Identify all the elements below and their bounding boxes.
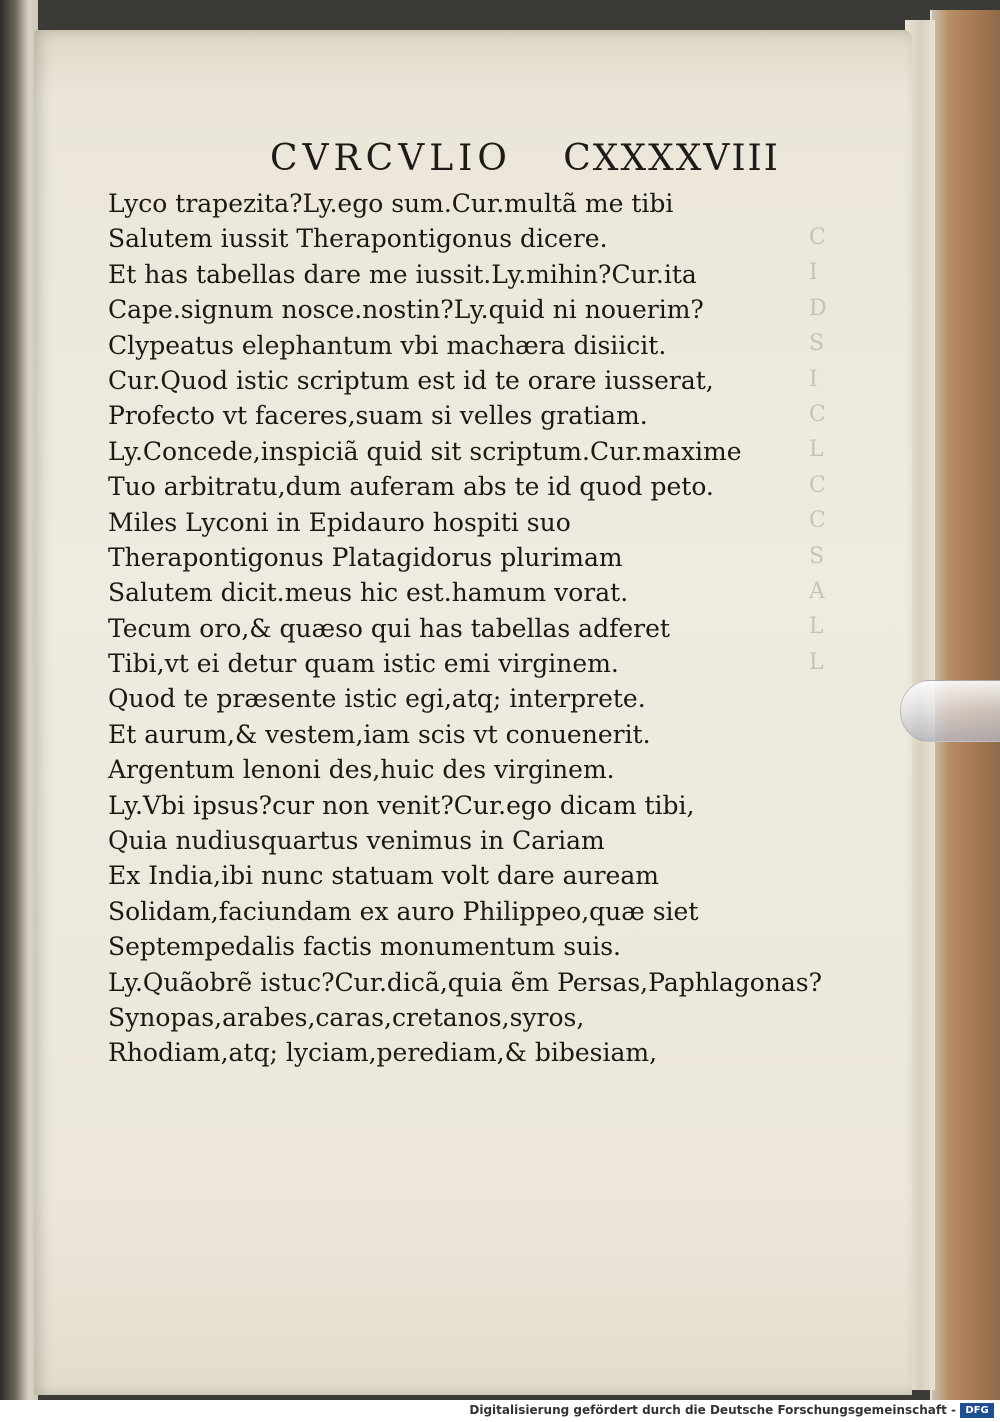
verse-line: Tecum oro,& quæso qui has tabellas adferet <box>108 613 670 643</box>
show-through-text: C I D S I C L C C S A L L <box>809 225 827 675</box>
verse-line: Therapontigonus Platagidorus plurimam <box>108 542 623 572</box>
verse-line: Et aurum,& vestem,iam scis vt conuenerit. <box>108 719 651 749</box>
dfg-logo: DFG <box>960 1403 994 1418</box>
funding-credit: Digitalisierung gefördert durch die Deutsche Forschungsgemeinschaft - <box>469 1403 956 1417</box>
verse-line: Quia nudiusquartus venimus in Cariam <box>108 826 605 856</box>
verse-line: Tibi,vt ei detur quam istic emi virginem. <box>108 649 619 679</box>
digitization-footer <box>0 1400 1000 1422</box>
facing-page-edge <box>0 0 38 1400</box>
verse-line: Tuo arbitratu,dum auferam abs te id quod peto. <box>108 472 714 502</box>
verse-line: Cape.signum nosce.nostin?Ly.quid ni nouerim? <box>108 295 704 325</box>
verse-line: Et has tabellas dare me iussit.Ly.mihin?Cur.ita <box>108 259 697 289</box>
verse-line: Septempedalis factis monumentum suis. <box>108 932 621 962</box>
folio-number: CXXXXVIII <box>563 138 780 179</box>
verse-line: Lyco trapezita?Ly.ego sum.Cur.multã me tibi <box>108 189 674 218</box>
verse-line: Synopas,arabes,caras,cretanos,syros, <box>108 1002 585 1032</box>
glass-page-holder <box>900 680 1000 742</box>
verse-line: Salutem iussit Therapontigonus dicere. <box>108 224 608 254</box>
running-title: CVRCVLIO <box>270 138 512 179</box>
verse-line: Ex India,ibi nunc statuam volt dare auream <box>108 861 659 891</box>
page-header <box>270 138 780 184</box>
verse-line: Solidam,faciundam ex auro Philippeo,quæ siet <box>108 896 699 926</box>
verse-line: Quod te præsente istic egi,atq; interprete. <box>108 684 646 714</box>
verse-line: Ly.Concede,inspiciã quid sit scriptum.Cur.maxime <box>108 436 742 466</box>
verse-line: Cur.Quod istic scriptum est id te orare iusserat, <box>108 365 714 395</box>
verse-line: Rhodiam,atq; lyciam,perediam,& bibesiam, <box>108 1038 658 1068</box>
verse-line: Salutem dicit.meus hic est.hamum vorat. <box>108 578 629 608</box>
verse-line: Ly.Quãobrẽ istuc?Cur.dicã,quia ẽm Persas,Paphlagonas? <box>108 967 823 997</box>
verse-line: Ly.Vbi ipsus?cur non venit?Cur.ego dicam tibi, <box>108 790 695 820</box>
verse-line: Clypeatus elephantum vbi machæra disiicit. <box>108 330 667 360</box>
verse-line: Profecto vt faceres,suam si velles gratiam. <box>108 401 648 431</box>
verse-line: Argentum lenoni des,huic des virginem. <box>108 755 615 785</box>
verse-line: Miles Lyconi in Epidauro hospiti suo <box>108 507 571 537</box>
